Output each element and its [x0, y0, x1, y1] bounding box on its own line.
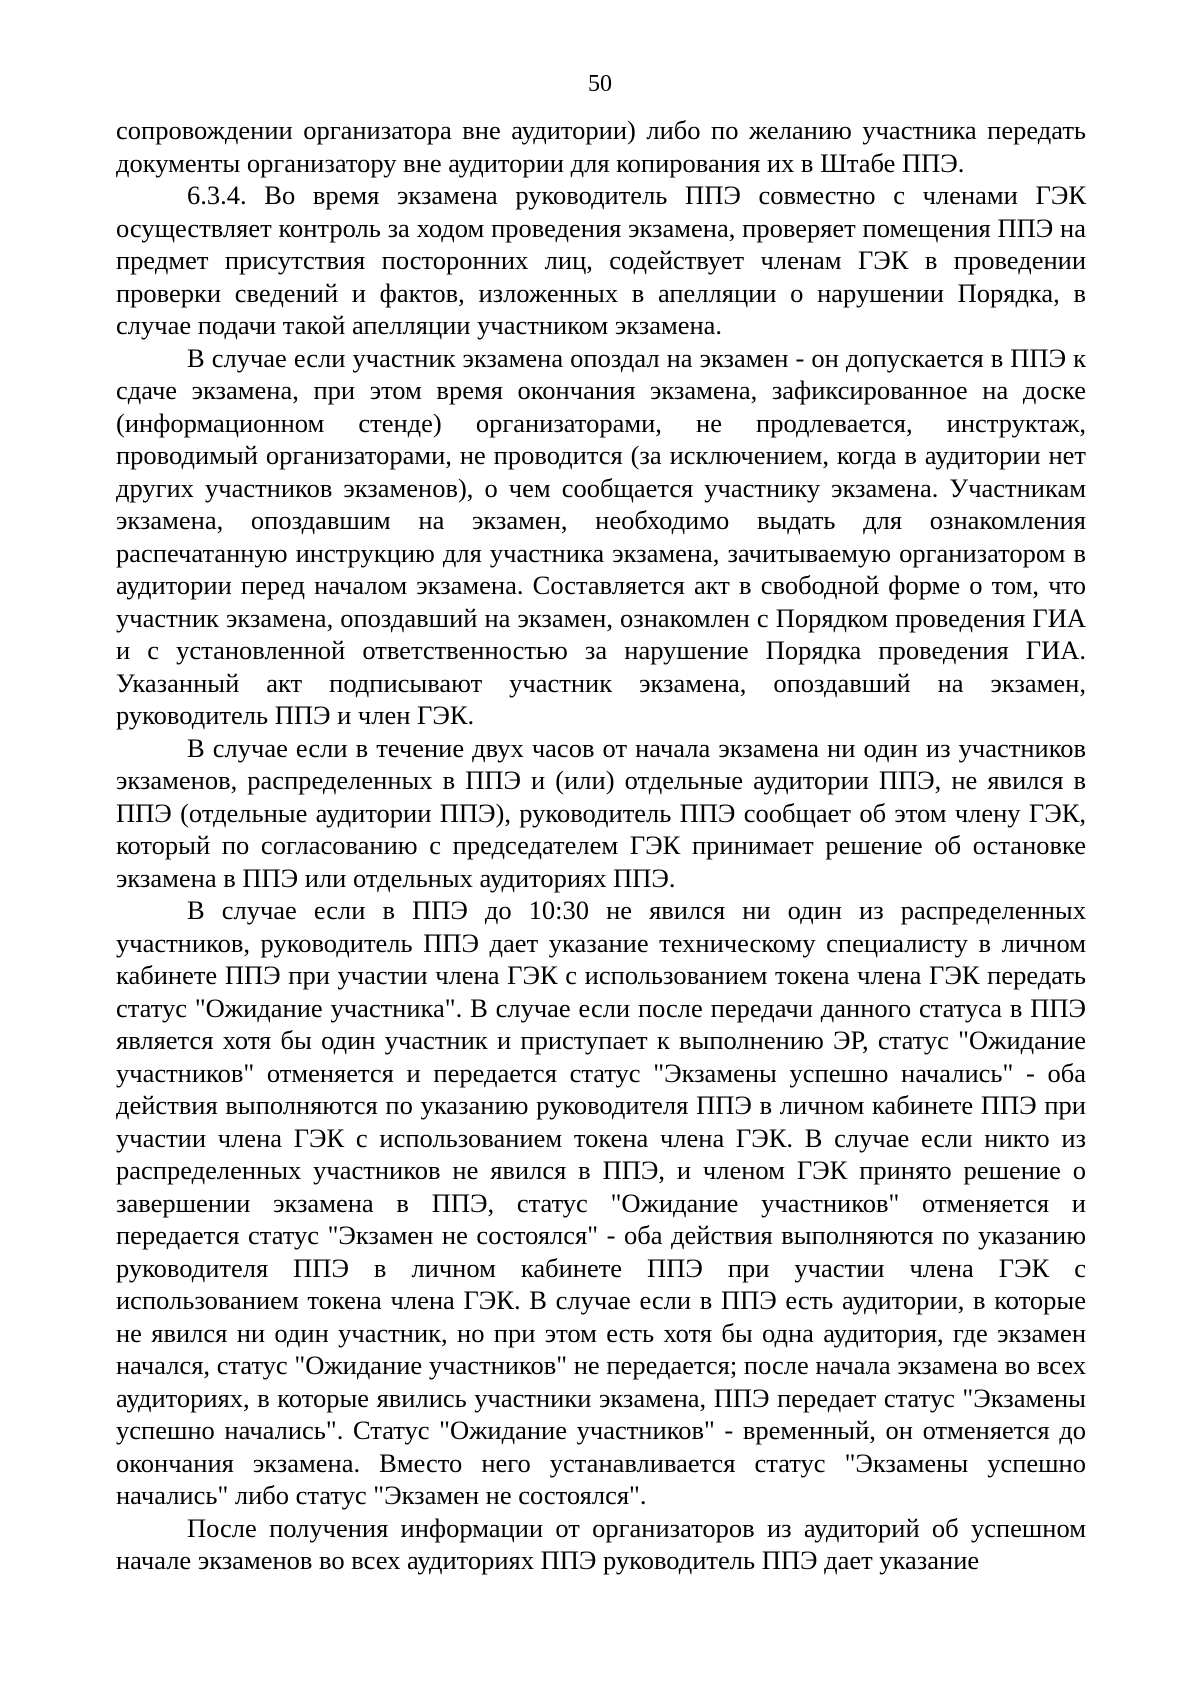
paragraph-late-participant: В случае если участник экзамена опоздал на экзамен - он допускается в ППЭ к сдаче экзамена, при этом время окончания экзамена, зафиксированное на доске (информационном стенде) организаторами, не продлевается, инструктаж, проводимый организаторами, не проводится (за исключением, когда в аудитории нет других участников экзаменов), о чем сообщается участнику экзамена. Участникам экзамена, опоздавшим на экзамен, необходимо выдать для ознакомления распечатанную инструкцию для участника экзамена, зачитываемую организатором в аудитории перед началом экзамена. Составляется акт в свободной форме о том, что участник экзамена, опоздавший на экзамен, ознакомлен с Порядком проведения ГИА и с установленной ответственностью за нарушение Порядка проведения ГИА. Указанный акт подписывают участник экзамена, опоздавший на экзамен, руководитель ППЭ и член ГЭК.: [116, 342, 1086, 730]
paragraph-waiting-status: В случае если в ППЭ до 10:30 не явился ни один из распределенных участников, руководитель ППЭ дает указание техническому специалисту в личном кабинете ППЭ при участии члена ГЭК с использованием токена члена ГЭК передать статус "Ожидание участника". В случае если после передачи данного статуса в ППЭ является хотя бы один участник и приступает к выполнению ЭР, статус "Ожидание участников" отменяется и передается статус "Экзамены успешно начались" - оба действия выполняются по указанию руководителя ППЭ в личном кабинете ППЭ при участии члена ГЭК с использованием токена члена ГЭК. В случае если никто из распределенных участников не явился в ППЭ, и членом ГЭК принято решение о завершении экзамена в ППЭ, статус "Ожидание участников" отменяется и передается статус "Экзамен не состоялся" - оба действия выполняются по указанию руководителя ППЭ в личном кабинете ППЭ при участии члена ГЭК с использованием токена члена ГЭК. В случае если в ППЭ есть аудитории, в которые не явился ни один участник, но при этом есть хотя бы одна аудитория, где экзамен начался, статус "Ожидание участников" не передается; после начала экзамена во всех аудиториях, в которые явились участники экзамена, ППЭ передает статус "Экзамены успешно начались". Статус "Ожидание участников" - временный, он отменяется до окончания экзамена. Вместо него устанавливается статус "Экзамены успешно начались" либо статус "Экзамен не состоялся".: [116, 895, 1086, 1510]
paragraph-successful-start: После получения информации от организаторов из аудиторий об успешном начале экзаменов во всех аудиториях ППЭ руководитель ППЭ дает указание: [116, 1512, 1086, 1575]
paragraph-continuation: сопровождении организатора вне аудитории) либо по желанию участника передать документы организатору вне аудитории для копирования их в Штабе ППЭ.: [116, 115, 1086, 178]
paragraph-two-hours-absence: В случае если в течение двух часов от начала экзамена ни один из участников экзаменов, распределенных в ППЭ и (или) отдельные аудитории ППЭ, не явился в ППЭ (отдельные аудитории ППЭ), руководитель ППЭ сообщает об этом члену ГЭК, который по согласованию с председателем ГЭК принимает решение об остановке экзамена в ППЭ или отдельных аудиториях ППЭ.: [116, 732, 1086, 893]
document-body: [116, 114, 1086, 1577]
paragraph-6-3-4: 6.3.4. Во время экзамена руководитель ППЭ совместно с членами ГЭК осуществляет контроль за ходом проведения экзамена, проверяет помещения ППЭ на предмет присутствия посторонних лиц, содействует членам ГЭК в проведении проверки сведений и фактов, изложенных в апелляции о нарушении Порядка, в случае подачи такой апелляции участником экзамена.: [116, 180, 1086, 340]
page-number: 50: [588, 71, 612, 97]
